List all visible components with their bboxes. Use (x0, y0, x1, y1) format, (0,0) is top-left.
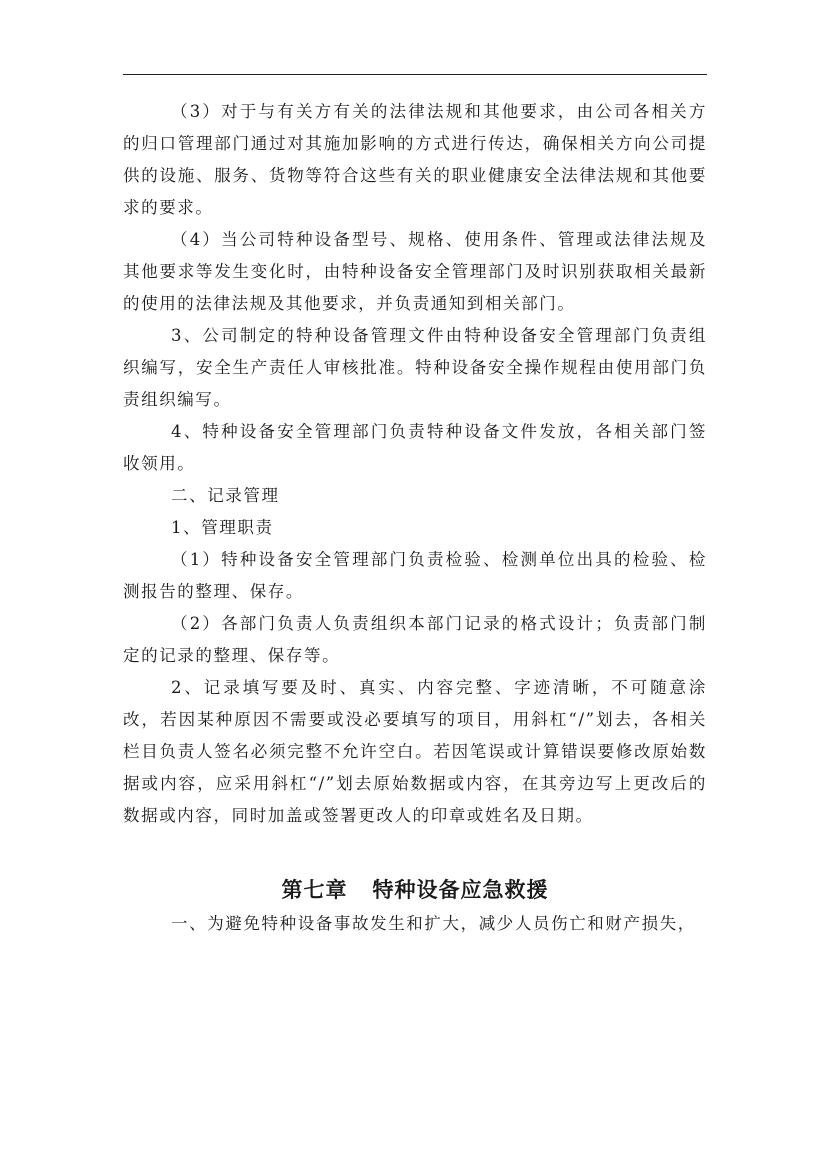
paragraph-section-4: 4、特种设备安全管理部门负责特种设备文件发放，各相关部门签收领用。 (123, 422, 707, 473)
paragraph-chapter-intro: 一、为避免特种设备事故发生和扩大，减少人员伤亡和财产损失， (171, 914, 696, 933)
paragraph-duty-2: （2）各部门负责人负责组织本部门记录的格式设计；负责部门制定的记录的整理、保存等。 (123, 614, 707, 665)
heading-records-management: 二、记录管理 (171, 486, 280, 505)
document-body (123, 96, 707, 940)
paragraph-section-3: 3、公司制定的特种设备管理文件由特种设备安全管理部门负责组织编写，安全生产责任人审核批准。特种设备安全操作规程由使用部门负责组织编写。 (123, 326, 707, 409)
chapter-title: 第七章 特种设备应急救援 (281, 877, 549, 902)
heading-management-duties: 1、管理职责 (171, 518, 274, 537)
paragraph-item-4: （4）当公司特种设备型号、规格、使用条件、管理或法律法规及其他要求等发生变化时，由特种设备安全管理部门及时识别获取相关最新的使用的法律法规及其他要求，并负责通知到相关部门。 (123, 230, 707, 313)
paragraph-item-3: （3）对于与有关方有关的法律法规和其他要求，由公司各相关方的归口管理部门通过对其施加影响的方式进行传达，确保相关方向公司提供的设施、服务、货物等符合这些有关的职业健康安全法律法规和其他要求的要求。 (123, 102, 707, 217)
paragraph-record-rules: 2、记录填写要及时、真实、内容完整、字迹清晰，不可随意涂改，若因某种原因不需要或没必要填写的项目，用斜杠“/”划去，各相关栏目负责人签名必须完整不允许空白。若因笔误或计算错误要修改原始数据或内容，应采用斜杠“/”划去原始数据或内容，在其旁边写上更改后的数据或内容，同时加盖或签署更改人的印章或姓名及日期。 (123, 678, 707, 825)
header-rule (123, 74, 707, 75)
paragraph-duty-1: （1）特种设备安全管理部门负责检验、检测单位出具的检验、检测报告的整理、保存。 (123, 550, 707, 601)
